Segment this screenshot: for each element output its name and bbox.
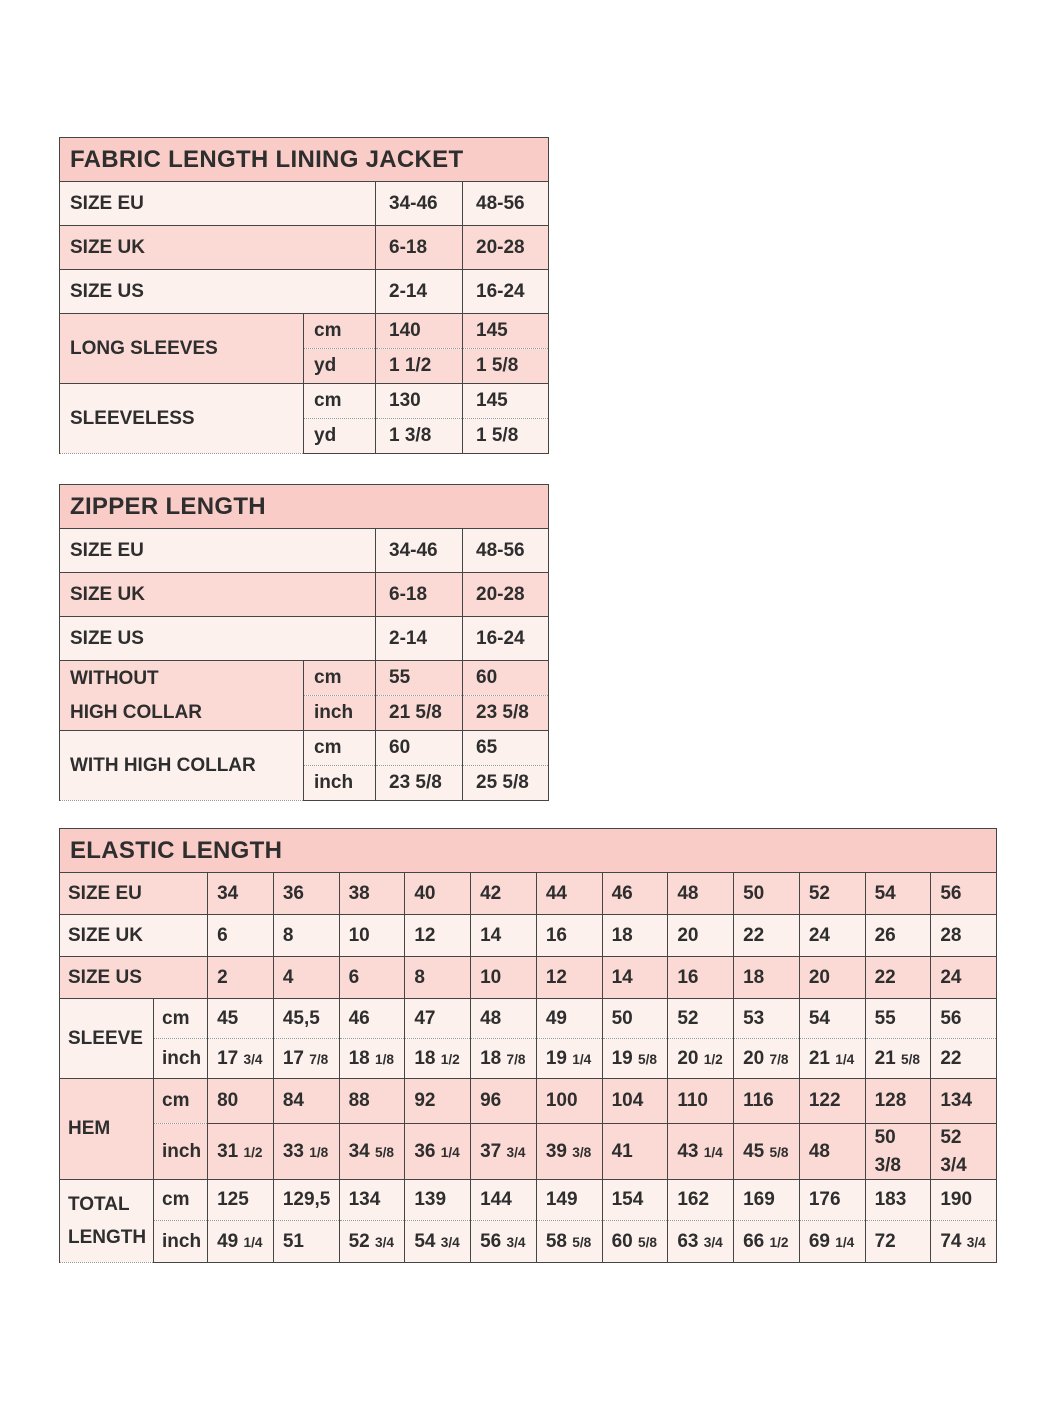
size-value: 48 (668, 873, 734, 915)
fraction-value: 3/4 (703, 1234, 723, 1250)
fraction-value: 3/4 (243, 1051, 263, 1067)
elastic-length-table (59, 828, 997, 1263)
measure-value: 18 1/8 (339, 1039, 405, 1079)
unit-label: inch (304, 766, 376, 801)
measure-value: 39 3/8 (536, 1124, 602, 1180)
size-value: 42 (471, 873, 537, 915)
measure-value: 129,5 (273, 1180, 339, 1221)
size-value: 40 (405, 873, 471, 915)
measure-value: 1 5/8 (463, 419, 549, 454)
table-row (60, 873, 997, 915)
measure-value: 36 1/4 (405, 1124, 471, 1180)
measure-value: 134 (931, 1079, 997, 1124)
table-title: ELASTIC LENGTH (60, 829, 997, 873)
unit-label: inch (154, 1124, 208, 1180)
measure-value: 49 (536, 999, 602, 1039)
measure-value: 72 (865, 1221, 931, 1263)
size-value: 14 (471, 915, 537, 957)
size-value: 18 (734, 957, 800, 999)
measure-value: 43 1/4 (668, 1124, 734, 1180)
measure-row-label: WITH HIGH COLLAR (60, 731, 304, 801)
size-value: 34-46 (376, 182, 463, 226)
size-value: 10 (471, 957, 537, 999)
size-value: 22 (865, 957, 931, 999)
measure-value: 110 (668, 1079, 734, 1124)
fraction-value: 7/8 (506, 1051, 526, 1067)
measure-value: 21 1/4 (799, 1039, 865, 1079)
size-value: 48-56 (463, 529, 549, 573)
unit-label: cm (154, 1079, 208, 1124)
measure-value: 1 5/8 (463, 349, 549, 384)
size-value: 22 (734, 915, 800, 957)
fraction-value: 5/8 (637, 1234, 657, 1250)
size-value: 38 (339, 873, 405, 915)
fraction-value: 3/4 (506, 1234, 526, 1250)
measure-value: 54 3/4 (405, 1221, 471, 1263)
measure-value: 18 7/8 (471, 1039, 537, 1079)
measure-value: 19 5/8 (602, 1039, 668, 1079)
size-row-label: SIZE EU (60, 182, 376, 226)
measure-value: 58 5/8 (536, 1221, 602, 1263)
unit-label: cm (154, 999, 208, 1039)
table-row (60, 1039, 997, 1079)
unit-label: inch (304, 696, 376, 731)
measure-value: 176 (799, 1180, 865, 1221)
size-value: 56 (931, 873, 997, 915)
size-value: 24 (931, 957, 997, 999)
measure-value: 100 (536, 1079, 602, 1124)
elastic-length-section (59, 828, 1053, 1263)
size-value: 54 (865, 873, 931, 915)
unit-label: cm (304, 731, 376, 766)
measure-value: 63 3/4 (668, 1221, 734, 1263)
size-value: 8 (405, 957, 471, 999)
fraction-value: 1/2 (703, 1051, 723, 1067)
size-value: 2 (208, 957, 274, 999)
size-value: 2-14 (376, 270, 463, 314)
size-value: 10 (339, 915, 405, 957)
measure-value: 169 (734, 1180, 800, 1221)
measure-value: 31 1/2 (208, 1124, 274, 1180)
unit-label: cm (154, 1180, 208, 1221)
table-row (60, 182, 549, 226)
table-row (60, 384, 549, 419)
measure-value: 190 (931, 1180, 997, 1221)
size-value: 34-46 (376, 529, 463, 573)
size-value: 18 (602, 915, 668, 957)
measure-value: 60 5/8 (602, 1221, 668, 1263)
measure-value: 145 (463, 384, 549, 419)
unit-label: yd (304, 419, 376, 454)
table-row (60, 731, 549, 766)
table-row (60, 829, 997, 873)
measure-value: 74 3/4 (931, 1221, 997, 1263)
measure-value: 60 (463, 661, 549, 696)
measure-value: 139 (405, 1180, 471, 1221)
measure-value: 183 (865, 1180, 931, 1221)
measure-value: 84 (273, 1079, 339, 1124)
size-value: 20 (668, 915, 734, 957)
measure-value: 22 (931, 1039, 997, 1079)
fraction-value: 7/8 (769, 1051, 789, 1067)
measure-value: 80 (208, 1079, 274, 1124)
measure-value: 65 (463, 731, 549, 766)
table-row (60, 1079, 997, 1124)
measure-value: 48 (799, 1124, 865, 1180)
size-value: 50 (734, 873, 800, 915)
measure-value: 125 (208, 1180, 274, 1221)
size-value: 6-18 (376, 226, 463, 270)
measure-value: 134 (339, 1180, 405, 1221)
fraction-value: 1/4 (835, 1234, 855, 1250)
measure-value: 154 (602, 1180, 668, 1221)
fraction-value: 1/2 (440, 1051, 460, 1067)
size-row-label: SIZE US (60, 270, 376, 314)
measure-value: 122 (799, 1079, 865, 1124)
measure-value: 1 1/2 (376, 349, 463, 384)
size-value: 14 (602, 957, 668, 999)
fraction-value: 3/4 (374, 1234, 394, 1250)
measure-value: 17 3/4 (208, 1039, 274, 1079)
measure-value: 130 (376, 384, 463, 419)
measure-value: 17 7/8 (273, 1039, 339, 1079)
table-title: FABRIC LENGTH LINING JACKET (60, 138, 549, 182)
measure-row-label: TOTAL LENGTH (60, 1180, 154, 1263)
measure-value: 55 (865, 999, 931, 1039)
size-value: 12 (405, 915, 471, 957)
size-value: 16-24 (463, 270, 549, 314)
measure-value: 50 3/8 (865, 1124, 931, 1180)
size-value: 4 (273, 957, 339, 999)
measure-value: 45 (208, 999, 274, 1039)
measure-value: 19 1/4 (536, 1039, 602, 1079)
fraction-value: 1/8 (374, 1051, 394, 1067)
size-value: 16-24 (463, 617, 549, 661)
fraction-value: 5/8 (374, 1144, 394, 1160)
table-row (60, 617, 549, 661)
measure-value: 52 (668, 999, 734, 1039)
size-row-label: SIZE EU (60, 873, 208, 915)
measure-value: 96 (471, 1079, 537, 1124)
fraction-value: 5/8 (769, 1144, 789, 1160)
table-row (60, 314, 549, 349)
measure-value: 1 3/8 (376, 419, 463, 454)
measure-value: 140 (376, 314, 463, 349)
measure-value: 145 (463, 314, 549, 349)
size-row-label: SIZE UK (60, 226, 376, 270)
measure-value: 162 (668, 1180, 734, 1221)
size-row-label: SIZE EU (60, 529, 376, 573)
zipper-length-table (59, 484, 549, 801)
measure-value: 23 5/8 (376, 766, 463, 801)
measure-value: 60 (376, 731, 463, 766)
measure-value: 41 (602, 1124, 668, 1180)
fraction-value: 1/2 (243, 1144, 263, 1160)
fraction-value: 5/8 (637, 1051, 657, 1067)
size-value: 20-28 (463, 573, 549, 617)
size-value: 24 (799, 915, 865, 957)
fraction-value: 5/8 (572, 1234, 592, 1250)
table-row (60, 1124, 997, 1180)
measure-value: 37 3/4 (471, 1124, 537, 1180)
table-row (60, 485, 549, 529)
size-value: 20-28 (463, 226, 549, 270)
fraction-value: 1/4 (243, 1234, 263, 1250)
measure-value: 20 1/2 (668, 1039, 734, 1079)
size-row-label: SIZE US (60, 957, 208, 999)
fraction-value: 3/4 (966, 1234, 986, 1250)
table-row (60, 957, 997, 999)
size-value: 2-14 (376, 617, 463, 661)
unit-label: cm (304, 661, 376, 696)
table-row (60, 1180, 997, 1221)
measure-value: 34 5/8 (339, 1124, 405, 1180)
table-row (60, 529, 549, 573)
table-row (60, 573, 549, 617)
unit-label: inch (154, 1039, 208, 1079)
measure-value: 18 1/2 (405, 1039, 471, 1079)
size-value: 48-56 (463, 182, 549, 226)
table-row (60, 999, 997, 1039)
measure-value: 23 5/8 (463, 696, 549, 731)
measure-value: 46 (339, 999, 405, 1039)
measure-row-label: SLEEVE (60, 999, 154, 1079)
measure-value: 52 3/4 (931, 1124, 997, 1180)
size-value: 6 (208, 915, 274, 957)
unit-label: yd (304, 349, 376, 384)
size-value: 26 (865, 915, 931, 957)
fraction-value: 3/8 (572, 1144, 592, 1160)
size-row-label: SIZE UK (60, 915, 208, 957)
measure-value: 49 1/4 (208, 1221, 274, 1263)
fraction-value: 3/4 (506, 1144, 526, 1160)
measure-value: 116 (734, 1079, 800, 1124)
measure-value: 20 7/8 (734, 1039, 800, 1079)
fraction-value: 1/4 (703, 1144, 723, 1160)
fraction-value: 7/8 (309, 1051, 329, 1067)
measure-value: 33 1/8 (273, 1124, 339, 1180)
size-row-label: SIZE UK (60, 573, 376, 617)
measure-value: 66 1/2 (734, 1221, 800, 1263)
size-value: 16 (668, 957, 734, 999)
fabric-length-lining-jacket-table (59, 137, 549, 454)
unit-label: cm (304, 384, 376, 419)
table-row (60, 138, 549, 182)
measure-value: 128 (865, 1079, 931, 1124)
measure-row-label: LONG SLEEVES (60, 314, 304, 384)
measure-value: 69 1/4 (799, 1221, 865, 1263)
measure-value: 56 (931, 999, 997, 1039)
measure-value: 45,5 (273, 999, 339, 1039)
size-value: 34 (208, 873, 274, 915)
measure-value: 56 3/4 (471, 1221, 537, 1263)
measure-value: 88 (339, 1079, 405, 1124)
size-value: 6 (339, 957, 405, 999)
measure-value: 25 5/8 (463, 766, 549, 801)
measure-value: 52 3/4 (339, 1221, 405, 1263)
size-row-label: SIZE US (60, 617, 376, 661)
table-row (60, 270, 549, 314)
fraction-value: 3/4 (440, 1234, 460, 1250)
size-value: 12 (536, 957, 602, 999)
measure-value: 51 (273, 1221, 339, 1263)
measure-value: 104 (602, 1079, 668, 1124)
size-value: 16 (536, 915, 602, 957)
measure-value: 144 (471, 1180, 537, 1221)
measure-value: 50 (602, 999, 668, 1039)
measure-value: 21 5/8 (376, 696, 463, 731)
fraction-value: 1/2 (769, 1234, 789, 1250)
measure-row-label: HEM (60, 1079, 154, 1180)
table-title: ZIPPER LENGTH (60, 485, 549, 529)
table-row (60, 1221, 997, 1263)
fraction-value: 1/4 (440, 1144, 460, 1160)
measure-value: 45 5/8 (734, 1124, 800, 1180)
zipper-length-section (59, 484, 1053, 801)
table-row (60, 661, 549, 696)
fraction-value: 5/8 (900, 1051, 920, 1067)
measure-value: 53 (734, 999, 800, 1039)
measure-value: 92 (405, 1079, 471, 1124)
table-row (60, 915, 997, 957)
measure-value: 149 (536, 1180, 602, 1221)
measure-value: 21 5/8 (865, 1039, 931, 1079)
fraction-value: 1/4 (572, 1051, 592, 1067)
size-value: 6-18 (376, 573, 463, 617)
size-value: 36 (273, 873, 339, 915)
fraction-value: 1/8 (309, 1144, 329, 1160)
size-tables-container (59, 137, 1053, 1263)
measure-value: 54 (799, 999, 865, 1039)
size-value: 28 (931, 915, 997, 957)
size-value: 20 (799, 957, 865, 999)
measure-value: 48 (471, 999, 537, 1039)
fabric-length-lining-jacket-section (59, 137, 1053, 454)
size-value: 46 (602, 873, 668, 915)
unit-label: cm (304, 314, 376, 349)
size-value: 52 (799, 873, 865, 915)
unit-label: inch (154, 1221, 208, 1263)
table-row (60, 226, 549, 270)
size-value: 8 (273, 915, 339, 957)
measure-value: 55 (376, 661, 463, 696)
size-value: 44 (536, 873, 602, 915)
fraction-value: 1/4 (835, 1051, 855, 1067)
measure-row-label: SLEEVELESS (60, 384, 304, 454)
measure-row-label: WITHOUT HIGH COLLAR (60, 661, 304, 731)
measure-value: 47 (405, 999, 471, 1039)
